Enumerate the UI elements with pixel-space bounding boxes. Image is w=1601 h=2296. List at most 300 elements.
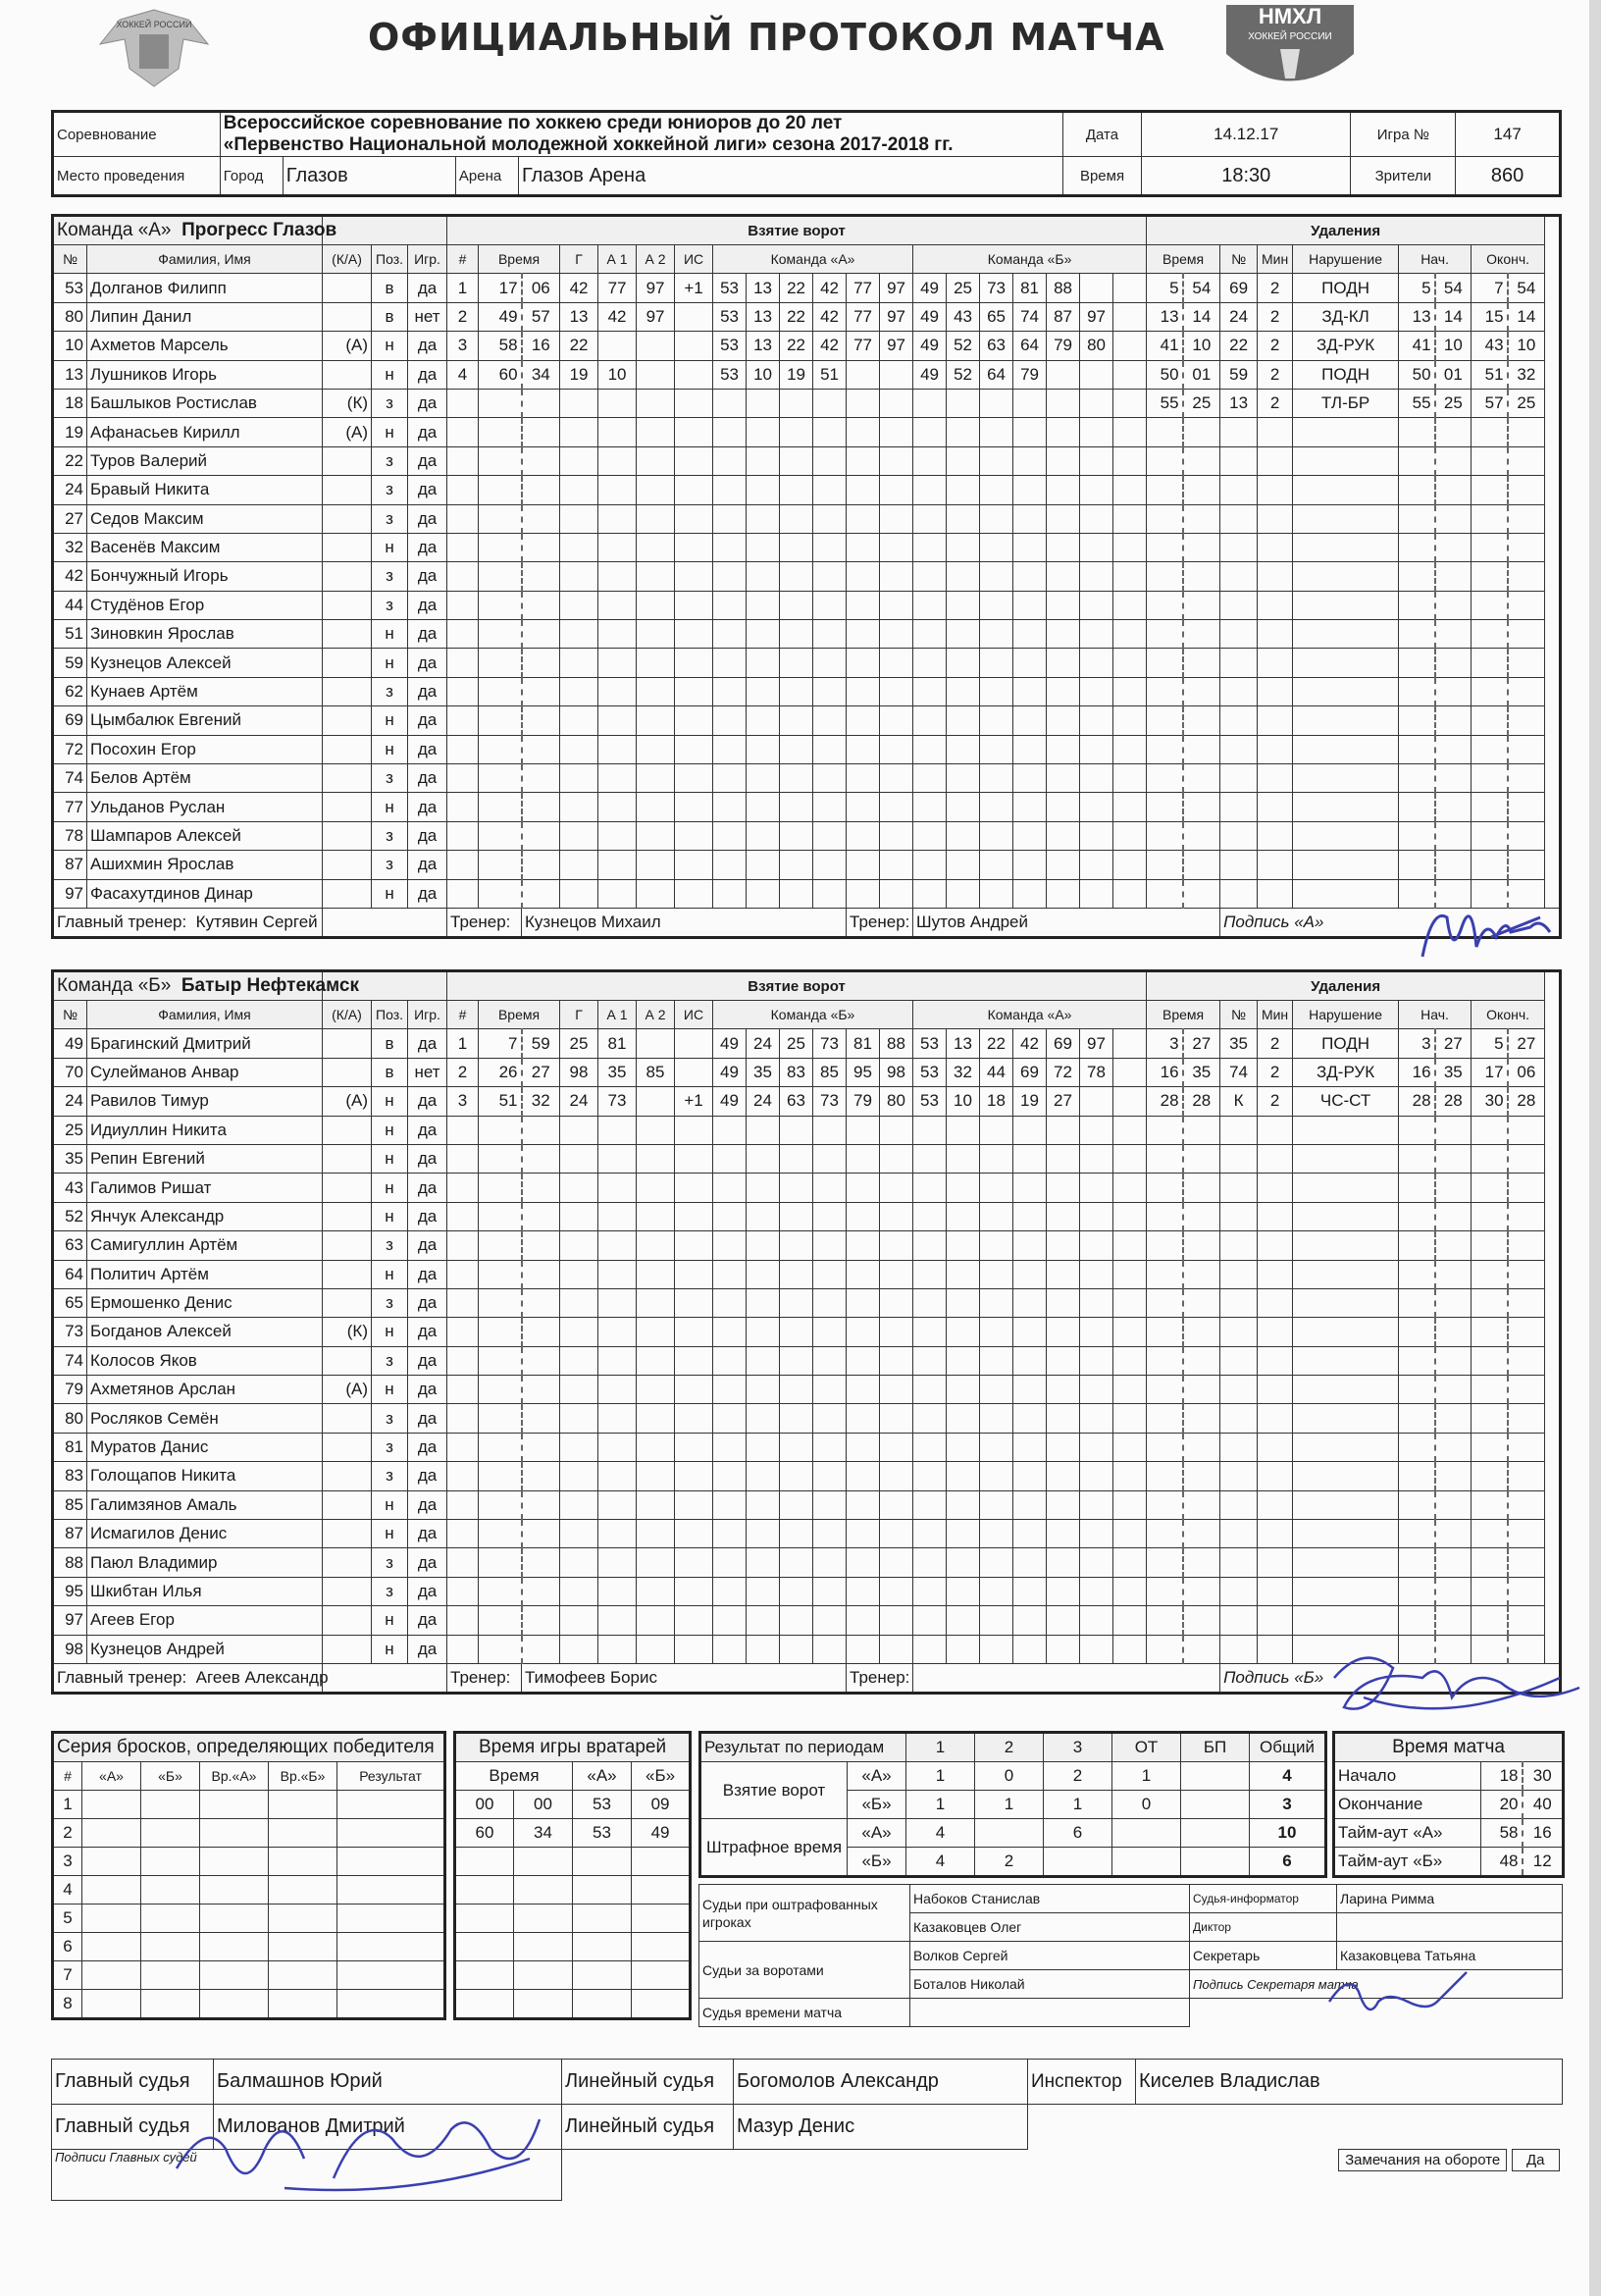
player-row [53, 562, 1561, 591]
pen-end-min [1472, 1376, 1508, 1404]
goal-sec [522, 793, 560, 821]
pen-end-min [1472, 1577, 1508, 1605]
goalie-cell [455, 1990, 514, 2019]
goal-opp-on-ice: 74 [1013, 302, 1047, 331]
coach-label: Главный тренер: [57, 913, 187, 932]
pen-player [1220, 764, 1258, 793]
player-position: н [372, 1520, 408, 1548]
pen-start-sec [1435, 562, 1472, 591]
goal-assist-1 [598, 1260, 637, 1288]
goal-scorer [560, 1288, 598, 1317]
pen-sec [1183, 1231, 1220, 1260]
pen-min [1147, 851, 1183, 879]
goal-scorer: 19 [560, 360, 598, 389]
goal-own-on-ice: 97 [880, 302, 913, 331]
goal-opp-on-ice [1080, 533, 1113, 561]
goal-opp-on-ice [1013, 446, 1047, 475]
goal-own-on-ice: 80 [880, 1087, 913, 1116]
goal-opp-on-ice [1080, 706, 1113, 735]
goal-own-on-ice [880, 677, 913, 705]
goal-number: 1 [447, 274, 479, 302]
goal-opp-on-ice [1013, 1577, 1047, 1605]
goal-own-on-ice [780, 1606, 813, 1635]
goal-opp-on-ice [1080, 620, 1113, 649]
goal-opp-on-ice [1047, 533, 1080, 561]
goal-assist-2 [637, 1318, 675, 1346]
pen-start-sec [1435, 706, 1472, 735]
pen-end-sec [1508, 677, 1545, 705]
goal-own-on-ice [847, 1404, 880, 1433]
pen-minutes [1258, 1174, 1293, 1202]
goal-opp-on-ice [1013, 1433, 1047, 1461]
header-p-time: Время [1147, 245, 1220, 274]
pen-end-min: 30 [1472, 1087, 1508, 1116]
goal-own-on-ice [713, 821, 747, 850]
pen-violation [1293, 1288, 1399, 1317]
player-row [53, 332, 1561, 360]
goal-opp-on-ice [1047, 1346, 1080, 1375]
goal-own-on-ice [780, 1635, 813, 1663]
player-row [53, 1174, 1561, 1202]
pen-sec [1183, 1404, 1220, 1433]
pen-start-min: 3 [1399, 1029, 1435, 1058]
pen-end-sec [1508, 562, 1545, 591]
player-role [323, 360, 372, 389]
period-value [1181, 1819, 1250, 1848]
goal-scorer [560, 1260, 598, 1288]
pen-start-min [1399, 1318, 1435, 1346]
goal-min [479, 735, 522, 763]
goal-opp-on-ice [980, 446, 1013, 475]
goal-opp-on-ice [980, 1231, 1013, 1260]
goal-assist-2: 97 [637, 302, 675, 331]
player-played: нет [408, 302, 447, 331]
timekeeper-value [910, 1999, 1190, 2027]
goal-own-on-ice: 49 [713, 1029, 747, 1058]
pen-sec [1183, 1288, 1220, 1317]
pen-end-sec [1508, 1318, 1545, 1346]
goalie-time-header-b: «Б» [632, 1762, 691, 1791]
goal-assist-2 [637, 677, 675, 705]
goal-number [447, 1202, 479, 1230]
goal-own-on-ice [747, 1462, 780, 1490]
goal-number [447, 1404, 479, 1433]
player-name: Росляков Семён [87, 1404, 323, 1433]
goal-min [479, 1433, 522, 1461]
header-g: Г [560, 1001, 598, 1029]
goal-opp-on-ice [947, 879, 980, 908]
goal-assist-2 [637, 879, 675, 908]
goal-opp-on-ice [1113, 821, 1147, 850]
pen-minutes [1258, 764, 1293, 793]
goal-own-on-ice [813, 1116, 847, 1144]
goal-situation [675, 1231, 713, 1260]
pen-minutes [1258, 1606, 1293, 1635]
goal-own-on-ice [813, 591, 847, 619]
player-role: (А) [323, 418, 372, 446]
pen-end-min [1472, 706, 1508, 735]
goal-own-on-ice: 63 [780, 1087, 813, 1116]
player-played: да [408, 1144, 447, 1173]
goal-sec [522, 1462, 560, 1490]
header-p-end: Оконч. [1472, 1001, 1545, 1029]
goal-own-on-ice [747, 649, 780, 677]
goal-opp-on-ice [980, 821, 1013, 850]
player-position: з [372, 764, 408, 793]
goal-opp-on-ice [1047, 764, 1080, 793]
pen-end-min [1472, 764, 1508, 793]
pen-violation [1293, 476, 1399, 504]
player-role [323, 1577, 372, 1605]
goal-scorer [560, 1548, 598, 1577]
player-played: да [408, 851, 447, 879]
goal-situation [675, 879, 713, 908]
goal-own-on-ice: 22 [780, 274, 813, 302]
goalie-row [455, 1848, 691, 1876]
goal-own-on-ice [780, 504, 813, 533]
player-name: Ермошенко Денис [87, 1288, 323, 1317]
goal-sec [522, 677, 560, 705]
player-role [323, 1346, 372, 1375]
goal-min [479, 1144, 522, 1173]
header-is: ИС [675, 1001, 713, 1029]
goal-own-on-ice [847, 1520, 880, 1548]
goal-opp-on-ice: 43 [947, 302, 980, 331]
goal-own-on-ice [813, 1288, 847, 1317]
player-role [323, 793, 372, 821]
goal-own-on-ice [747, 620, 780, 649]
player-row [53, 879, 1561, 908]
goal-assist-1 [598, 332, 637, 360]
pen-start-sec: 28 [1435, 1087, 1472, 1116]
goal-number [447, 1548, 479, 1577]
player-row [53, 1577, 1561, 1605]
goal-opp-on-ice [1047, 735, 1080, 763]
player-played: да [408, 591, 447, 619]
goal-own-on-ice [747, 418, 780, 446]
goal-own-on-ice [813, 1635, 847, 1663]
goal-assist-1 [598, 1144, 637, 1173]
pen-player [1220, 1404, 1258, 1433]
pen-sec [1183, 418, 1220, 446]
player-number: 85 [53, 1490, 87, 1519]
goal-own-on-ice [880, 620, 913, 649]
goal-own-on-ice [713, 1490, 747, 1519]
goal-opp-on-ice [980, 562, 1013, 591]
player-row [53, 1376, 1561, 1404]
goal-opp-on-ice [1080, 360, 1113, 389]
goal-number [447, 1606, 479, 1635]
goal-own-on-ice [713, 533, 747, 561]
game-number-label: Игра № [1351, 112, 1456, 157]
player-position: в [372, 302, 408, 331]
goal-opp-on-ice [1013, 879, 1047, 908]
pen-min [1147, 764, 1183, 793]
goal-opp-on-ice [947, 677, 980, 705]
pen-violation: ПОДН [1293, 360, 1399, 389]
player-position: з [372, 476, 408, 504]
player-position: н [372, 1260, 408, 1288]
goal-opp-on-ice [1080, 735, 1113, 763]
goal-opp-on-ice [1013, 389, 1047, 417]
period-value [1112, 1848, 1181, 1877]
goal-number [447, 504, 479, 533]
goal-assist-1 [598, 476, 637, 504]
goal-own-on-ice: 77 [847, 274, 880, 302]
header-g_num: # [447, 1001, 479, 1029]
pen-end-min [1472, 851, 1508, 879]
player-name: Шампаров Алексей [87, 821, 323, 850]
player-row [53, 735, 1561, 763]
player-number: 44 [53, 591, 87, 619]
player-number: 77 [53, 793, 87, 821]
pen-violation [1293, 620, 1399, 649]
goal-own-on-ice [780, 533, 813, 561]
goal-own-on-ice [713, 793, 747, 821]
pen-minutes: 2 [1258, 302, 1293, 331]
goal-opp-on-ice [980, 389, 1013, 417]
goal-own-on-ice [847, 1231, 880, 1260]
goal-situation [675, 620, 713, 649]
period-value [975, 1819, 1044, 1848]
pen-start-min [1399, 1490, 1435, 1519]
pen-minutes [1258, 476, 1293, 504]
pen-end-sec [1508, 1490, 1545, 1519]
player-played: да [408, 879, 447, 908]
player-played: да [408, 1433, 447, 1461]
goal-scorer [560, 1404, 598, 1433]
goal-opp-on-ice [1080, 1635, 1113, 1663]
shootout-title: Серия бросков, определяющих победителя [53, 1733, 445, 1762]
goal-assist-2 [637, 851, 675, 879]
goal-opp-on-ice [980, 764, 1013, 793]
goal-own-on-ice [880, 1520, 913, 1548]
goal-opp-on-ice [947, 1288, 980, 1317]
goal-number [447, 1116, 479, 1144]
pen-end-sec [1508, 1144, 1545, 1173]
pen-start-sec [1435, 1318, 1472, 1346]
pen-start-min [1399, 476, 1435, 504]
goal-opp-on-ice [1113, 1231, 1147, 1260]
goal-min: 7 [479, 1029, 522, 1058]
pen-sec: 25 [1183, 389, 1220, 417]
goal-own-on-ice [813, 1318, 847, 1346]
player-position: н [372, 533, 408, 561]
pen-minutes [1258, 1231, 1293, 1260]
goal-min: 60 [479, 360, 522, 389]
goal-opp-on-ice [1047, 821, 1080, 850]
goal-opp-on-ice [913, 649, 947, 677]
pen-start-sec [1435, 1577, 1472, 1605]
pen-minutes [1258, 706, 1293, 735]
player-number: 72 [53, 735, 87, 763]
goal-assist-1 [598, 1346, 637, 1375]
pen-start-min [1399, 1288, 1435, 1317]
goal-own-on-ice [747, 1260, 780, 1288]
goal-opp-on-ice [947, 1346, 980, 1375]
goal-opp-on-ice [1113, 591, 1147, 619]
goal-own-on-ice [713, 764, 747, 793]
player-played: да [408, 1288, 447, 1317]
goal-own-on-ice [713, 418, 747, 446]
goal-opp-on-ice [913, 1346, 947, 1375]
pen-player [1220, 1346, 1258, 1375]
goal-opp-on-ice [913, 1404, 947, 1433]
player-played: да [408, 446, 447, 475]
player-position: н [372, 1318, 408, 1346]
goal-min [479, 1606, 522, 1635]
pen-end-sec [1508, 446, 1545, 475]
goal-opp-on-ice [1080, 1202, 1113, 1230]
goalie-cell: 49 [632, 1819, 691, 1848]
player-row [53, 1318, 1561, 1346]
header-played: Игр. [408, 245, 447, 274]
pen-start-sec [1435, 1490, 1472, 1519]
goal-sec [522, 1202, 560, 1230]
goal-min [479, 706, 522, 735]
pen-end-min [1472, 591, 1508, 619]
goal-opp-on-ice: 53 [913, 1087, 947, 1116]
goal-opp-on-ice [1047, 1376, 1080, 1404]
player-number: 74 [53, 764, 87, 793]
goal-situation [675, 446, 713, 475]
match-time-min: 18 [1481, 1762, 1523, 1791]
goal-situation [675, 1635, 713, 1663]
player-played: да [408, 735, 447, 763]
goal-opp-on-ice [1047, 1520, 1080, 1548]
pen-min: 5 [1147, 274, 1183, 302]
goal-number: 2 [447, 1058, 479, 1086]
period-value [1181, 1791, 1250, 1819]
pen-sec [1183, 1260, 1220, 1288]
goal-scorer [560, 879, 598, 908]
goal-opp-on-ice [1080, 418, 1113, 446]
player-played: да [408, 1260, 447, 1288]
pen-minutes [1258, 821, 1293, 850]
goal-own-on-ice [813, 418, 847, 446]
goal-sec [522, 389, 560, 417]
goal-assist-2 [637, 1288, 675, 1317]
player-role: (А) [323, 1376, 372, 1404]
goal-own-on-ice [813, 1260, 847, 1288]
goal-own-on-ice [813, 1433, 847, 1461]
header-p-end: Оконч. [1472, 245, 1545, 274]
goal-own-on-ice: 79 [847, 1087, 880, 1116]
goal-own-on-ice [813, 821, 847, 850]
player-role [323, 1548, 372, 1577]
goal-own-on-ice: 19 [780, 360, 813, 389]
goal-assist-2 [637, 1260, 675, 1288]
header-opp-team: Команда «А» [913, 1001, 1147, 1029]
goal-opp-on-ice: 81 [1013, 274, 1047, 302]
pen-min: 55 [1147, 389, 1183, 417]
goalie-cell [455, 1933, 514, 1961]
pen-start-min [1399, 793, 1435, 821]
goal-sec: 16 [522, 332, 560, 360]
player-position: з [372, 1548, 408, 1577]
pen-start-min [1399, 764, 1435, 793]
goalie-cell: 34 [514, 1819, 573, 1848]
trainer-label-1: Тренер: [447, 1663, 522, 1693]
goal-sec [522, 504, 560, 533]
goal-scorer [560, 677, 598, 705]
goal-opp-on-ice [1113, 1318, 1147, 1346]
shootout-header: «А» [82, 1762, 141, 1791]
goal-own-on-ice [880, 446, 913, 475]
pen-minutes: 2 [1258, 1087, 1293, 1116]
goal-own-on-ice [847, 1288, 880, 1317]
goal-situation [675, 1346, 713, 1375]
goal-opp-on-ice [947, 446, 980, 475]
goal-opp-on-ice: 18 [980, 1087, 1013, 1116]
goal-number [447, 1635, 479, 1663]
pen-minutes [1258, 1202, 1293, 1230]
pen-start-min: 41 [1399, 332, 1435, 360]
goal-own-on-ice [847, 1490, 880, 1519]
player-role [323, 851, 372, 879]
player-position: н [372, 1087, 408, 1116]
goal-own-on-ice [880, 1548, 913, 1577]
goal-opp-on-ice [1113, 446, 1147, 475]
pen-sec [1183, 1635, 1220, 1663]
player-position: н [372, 1174, 408, 1202]
match-time-label: Окончание [1334, 1791, 1481, 1819]
player-name: Брагинский Дмитрий [87, 1029, 323, 1058]
goal-opp-on-ice [913, 1116, 947, 1144]
pen-min [1147, 591, 1183, 619]
pen-end-sec [1508, 504, 1545, 533]
team-sign-label: Подпись «Б» [1220, 1663, 1561, 1693]
main-ref-2: Милованов Дмитрий [214, 2105, 562, 2150]
period-value: 0 [975, 1762, 1044, 1791]
goal-opp-on-ice [1047, 418, 1080, 446]
goal-opp-on-ice [1047, 1288, 1080, 1317]
goal-own-on-ice [713, 446, 747, 475]
line-ref-2: Мазур Денис [734, 2105, 1028, 2150]
goal-scorer [560, 476, 598, 504]
goal-situation [675, 1462, 713, 1490]
goal-opp-on-ice [1013, 1174, 1047, 1202]
goal-opp-on-ice [1113, 793, 1147, 821]
player-name: Сулейманов Анвар [87, 1058, 323, 1086]
player-role: (К) [323, 389, 372, 417]
pen-player: 59 [1220, 360, 1258, 389]
team-sign-label: Подпись «А» [1220, 908, 1561, 937]
pen-start-min: 13 [1399, 302, 1435, 331]
goal-opp-on-ice [1047, 1577, 1080, 1605]
goal-own-on-ice [813, 1346, 847, 1375]
goal-own-on-ice [880, 1144, 913, 1173]
player-row [53, 476, 1561, 504]
goal-assist-2 [637, 1606, 675, 1635]
goal-min [479, 446, 522, 475]
pen-min [1147, 1260, 1183, 1288]
inspector-label: Инспектор [1028, 2060, 1136, 2105]
pen-end-sec: 32 [1508, 360, 1545, 389]
player-name: Ахметянов Арслан [87, 1376, 323, 1404]
goal-own-on-ice [847, 1116, 880, 1144]
goal-opp-on-ice [1080, 1116, 1113, 1144]
pen-end-sec [1508, 764, 1545, 793]
goal-opp-on-ice [1013, 706, 1047, 735]
goal-sec: 06 [522, 274, 560, 302]
pen-end-min: 15 [1472, 302, 1508, 331]
goal-opp-on-ice [1113, 1376, 1147, 1404]
goal-own-on-ice [813, 476, 847, 504]
goal-assist-1 [598, 821, 637, 850]
goal-number [447, 1433, 479, 1461]
period-value: 4 [906, 1848, 975, 1877]
